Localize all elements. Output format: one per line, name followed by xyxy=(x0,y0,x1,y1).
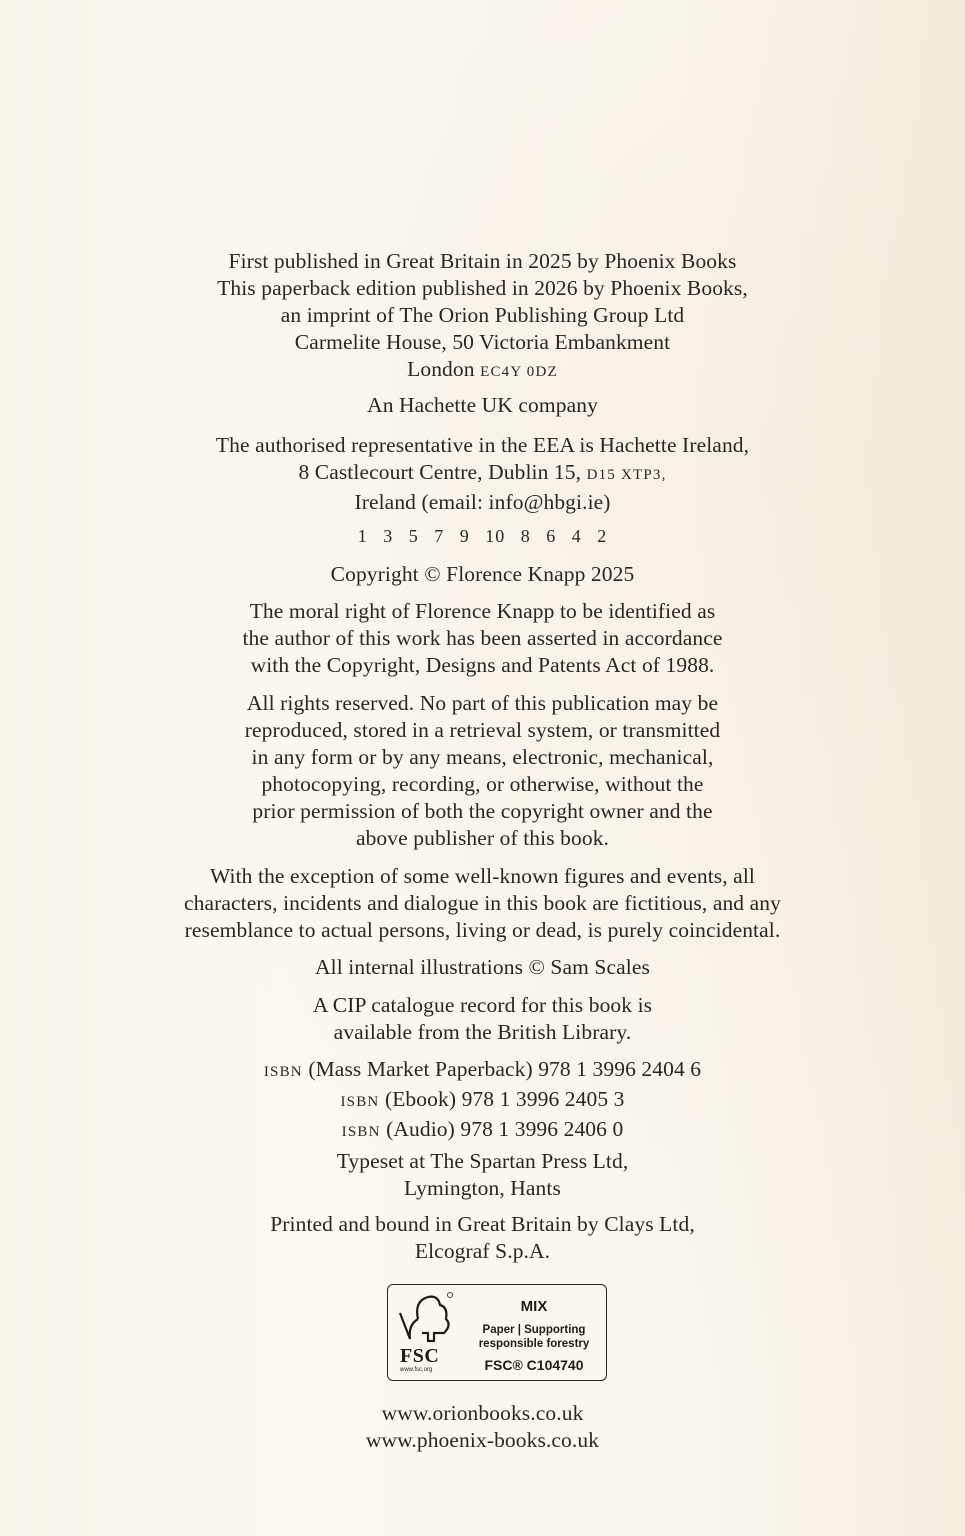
rights-line: above publisher of this book. xyxy=(355,826,610,850)
fiction-line: characters, incidents and dialogue in this book are fictitious, and any xyxy=(184,891,781,915)
representative-address: 8 Castlecourt Centre, Dublin 15, xyxy=(298,460,582,484)
publication-line: Carmelite House, 50 Victoria Embankment xyxy=(294,330,671,354)
publication-block xyxy=(0,248,965,386)
fsc-logo xyxy=(387,1284,607,1381)
london-city: London xyxy=(407,357,475,381)
moral-right-line: with the Copyright, Designs and Patents Act of 1988. xyxy=(250,653,715,677)
london-postcode: EC4Y 0DZ xyxy=(480,364,558,380)
publication-line: First published in Great Britain in 2025 by Phoenix Books xyxy=(228,249,737,273)
fiction-line: resemblance to actual persons, living or dead, is purely coincidental. xyxy=(184,918,781,942)
representative-line-3: Ireland (email: info@hbgi.ie) xyxy=(354,490,611,514)
cip-block xyxy=(0,992,965,1046)
london-line xyxy=(0,356,965,386)
isbn-text: (Mass Market Paperback) 978 1 3996 2404 6 xyxy=(308,1057,702,1081)
rights-line: reproduced, stored in a retrieval system, or transmitted xyxy=(244,718,721,742)
company-text: An Hachette UK company xyxy=(367,393,598,417)
isbn-line xyxy=(0,1116,965,1146)
rights-block xyxy=(0,690,965,852)
publication-line: This paperback edition published in 2026 by Phoenix Books, xyxy=(217,276,748,300)
rights-line: prior permission of both the copyright owner and the xyxy=(252,799,713,823)
rights-line: All rights reserved. No part of this publication may be xyxy=(246,691,719,715)
fiction-line: With the exception of some well-known figures and events, all xyxy=(210,864,755,888)
typeset-line: Lymington, Hants xyxy=(404,1176,561,1200)
fsc-site: www.fsc.org xyxy=(400,1367,433,1373)
representative-line-1: The authorised representative in the EEA is Hachette Ireland, xyxy=(215,433,750,457)
isbn-label: ISBN xyxy=(341,1124,381,1140)
typeset-block xyxy=(0,1148,965,1202)
fiction-block xyxy=(0,863,965,944)
representative-postcode: D15 XTP3, xyxy=(586,467,667,483)
rights-line: photocopying, recording, or otherwise, without the xyxy=(261,772,704,796)
representative-line-2 xyxy=(0,459,965,489)
rights-line: in any form or by any means, electronic, mechanical, xyxy=(251,745,714,769)
isbn-label: ISBN xyxy=(263,1064,303,1080)
isbn-label: ISBN xyxy=(340,1094,380,1110)
isbn-text: (Ebook) 978 1 3996 2405 3 xyxy=(384,1087,625,1111)
printed-block xyxy=(0,1211,965,1265)
representative-block xyxy=(0,432,965,516)
moral-right-line: the author of this work has been asserted in accordance xyxy=(242,626,723,650)
isbn-block xyxy=(0,1056,965,1146)
fsc-description xyxy=(466,1323,602,1351)
fsc-desc-line: responsible forestry xyxy=(478,1338,590,1350)
illustrations-line xyxy=(0,954,965,981)
website-link[interactable]: www.phoenix-books.co.uk xyxy=(365,1428,600,1452)
illustrations-text: All internal illustrations © Sam Scales xyxy=(315,955,650,979)
company-line xyxy=(0,392,965,419)
isbn-line xyxy=(0,1086,965,1116)
copyright-line xyxy=(0,561,965,588)
cip-line: available from the British Library. xyxy=(333,1020,632,1044)
website-link[interactable]: www.orionbooks.co.uk xyxy=(381,1401,584,1425)
printed-line: Printed and bound in Great Britain by Clays Ltd, xyxy=(270,1212,695,1236)
publication-line: an imprint of The Orion Publishing Group Ltd xyxy=(280,303,685,327)
printed-line: Elcograf S.p.A. xyxy=(414,1239,551,1263)
isbn-line xyxy=(0,1056,965,1086)
print-line xyxy=(0,523,965,550)
fsc-mix: MIX xyxy=(520,1298,548,1315)
moral-right-block xyxy=(0,598,965,679)
websites-block xyxy=(0,1400,965,1454)
fsc-wordmark: FSC xyxy=(400,1345,440,1367)
fsc-code: FSC® C104740 xyxy=(484,1357,584,1373)
copyright-text: Copyright © Florence Knapp 2025 xyxy=(330,562,635,586)
fsc-desc-line: Paper | Supporting xyxy=(482,1324,586,1336)
cip-line: A CIP catalogue record for this book is xyxy=(312,993,653,1017)
moral-right-line: The moral right of Florence Knapp to be identified as xyxy=(249,599,716,623)
typeset-line: Typeset at The Spartan Press Ltd, xyxy=(336,1149,629,1173)
isbn-text: (Audio) 978 1 3996 2406 0 xyxy=(386,1117,624,1141)
print-numbers: 1 3 5 7 9 10 8 6 4 2 xyxy=(357,526,608,546)
